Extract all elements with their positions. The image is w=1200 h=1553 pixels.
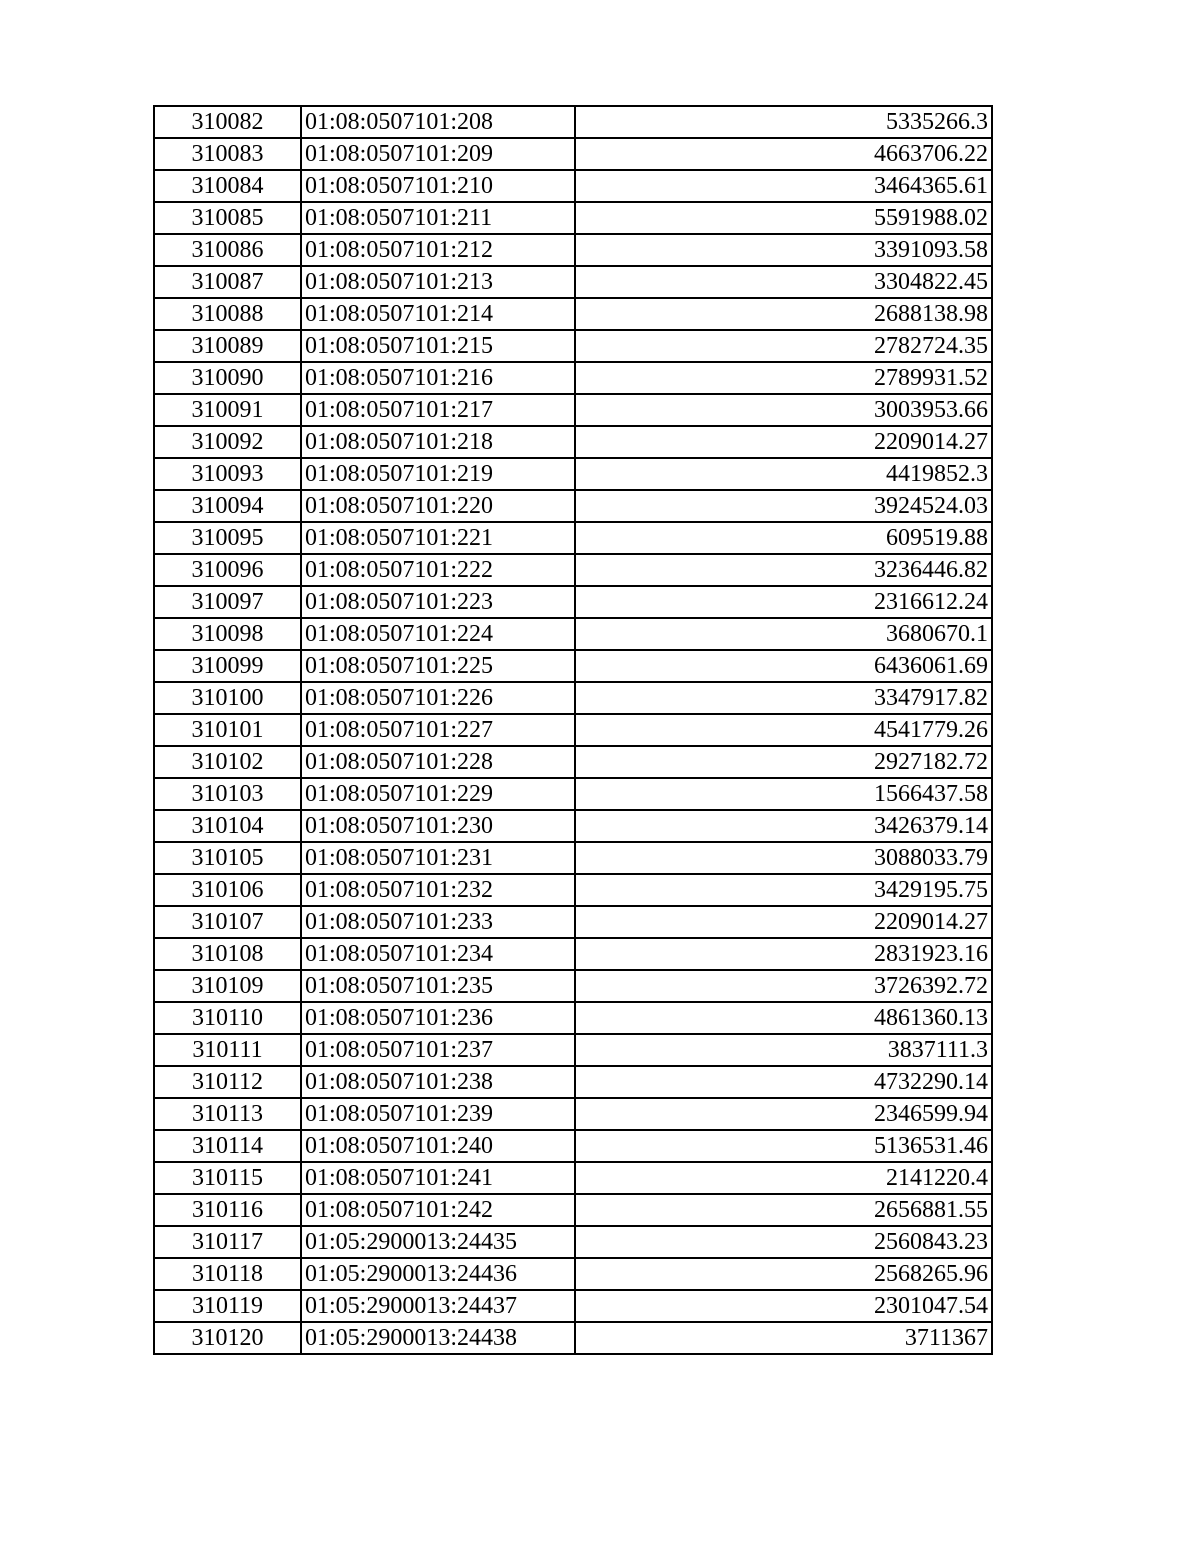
table-row xyxy=(154,298,992,330)
id-cell: 310105 xyxy=(154,842,301,874)
value-cell: 3304822.45 xyxy=(575,266,992,298)
cadastral-code-cell: 01:08:0507101:213 xyxy=(301,266,575,298)
table-row xyxy=(154,202,992,234)
cadastral-code-cell: 01:05:2900013:24437 xyxy=(301,1290,575,1322)
table-row xyxy=(154,458,992,490)
id-cell: 310084 xyxy=(154,170,301,202)
id-cell: 310116 xyxy=(154,1194,301,1226)
cadastral-code-cell: 01:08:0507101:225 xyxy=(301,650,575,682)
value-cell: 2316612.24 xyxy=(575,586,992,618)
value-cell: 2560843.23 xyxy=(575,1226,992,1258)
id-cell: 310099 xyxy=(154,650,301,682)
value-cell: 3429195.75 xyxy=(575,874,992,906)
id-cell: 310090 xyxy=(154,362,301,394)
cadastral-code-cell: 01:08:0507101:217 xyxy=(301,394,575,426)
table-row xyxy=(154,586,992,618)
table-row xyxy=(154,138,992,170)
value-cell: 4419852.3 xyxy=(575,458,992,490)
id-cell: 310085 xyxy=(154,202,301,234)
cadastral-code-cell: 01:08:0507101:212 xyxy=(301,234,575,266)
id-cell: 310112 xyxy=(154,1066,301,1098)
cadastral-code-cell: 01:08:0507101:227 xyxy=(301,714,575,746)
value-cell: 2782724.35 xyxy=(575,330,992,362)
value-cell: 4861360.13 xyxy=(575,1002,992,1034)
cadastral-code-cell: 01:08:0507101:235 xyxy=(301,970,575,1002)
table-row xyxy=(154,746,992,778)
table-row xyxy=(154,906,992,938)
value-cell: 2301047.54 xyxy=(575,1290,992,1322)
table-row xyxy=(154,1098,992,1130)
cadastral-code-cell: 01:08:0507101:223 xyxy=(301,586,575,618)
value-cell: 2927182.72 xyxy=(575,746,992,778)
id-cell: 310101 xyxy=(154,714,301,746)
data-table xyxy=(153,105,993,1355)
cadastral-code-cell: 01:08:0507101:222 xyxy=(301,554,575,586)
value-cell: 2789931.52 xyxy=(575,362,992,394)
table-row xyxy=(154,330,992,362)
value-cell: 5335266.3 xyxy=(575,106,992,138)
table-row xyxy=(154,810,992,842)
cadastral-code-cell: 01:08:0507101:220 xyxy=(301,490,575,522)
id-cell: 310093 xyxy=(154,458,301,490)
cadastral-code-cell: 01:05:2900013:24435 xyxy=(301,1226,575,1258)
id-cell: 310086 xyxy=(154,234,301,266)
table-row xyxy=(154,394,992,426)
id-cell: 310082 xyxy=(154,106,301,138)
id-cell: 310095 xyxy=(154,522,301,554)
id-cell: 310106 xyxy=(154,874,301,906)
table-row xyxy=(154,170,992,202)
value-cell: 5136531.46 xyxy=(575,1130,992,1162)
id-cell: 310092 xyxy=(154,426,301,458)
table-row xyxy=(154,362,992,394)
value-cell: 6436061.69 xyxy=(575,650,992,682)
value-cell: 1566437.58 xyxy=(575,778,992,810)
cadastral-code-cell: 01:08:0507101:211 xyxy=(301,202,575,234)
value-cell: 2209014.27 xyxy=(575,426,992,458)
cadastral-code-cell: 01:08:0507101:218 xyxy=(301,426,575,458)
value-cell: 4732290.14 xyxy=(575,1066,992,1098)
value-cell: 609519.88 xyxy=(575,522,992,554)
value-cell: 3711367 xyxy=(575,1322,992,1354)
table-row xyxy=(154,778,992,810)
id-cell: 310088 xyxy=(154,298,301,330)
id-cell: 310114 xyxy=(154,1130,301,1162)
value-cell: 3003953.66 xyxy=(575,394,992,426)
value-cell: 3391093.58 xyxy=(575,234,992,266)
cadastral-code-cell: 01:08:0507101:219 xyxy=(301,458,575,490)
id-cell: 310111 xyxy=(154,1034,301,1066)
cadastral-code-cell: 01:08:0507101:215 xyxy=(301,330,575,362)
value-cell: 2346599.94 xyxy=(575,1098,992,1130)
value-cell: 3924524.03 xyxy=(575,490,992,522)
id-cell: 310119 xyxy=(154,1290,301,1322)
value-cell: 3464365.61 xyxy=(575,170,992,202)
value-cell: 2568265.96 xyxy=(575,1258,992,1290)
table-row xyxy=(154,1066,992,1098)
value-cell: 2688138.98 xyxy=(575,298,992,330)
cadastral-code-cell: 01:08:0507101:224 xyxy=(301,618,575,650)
value-cell: 3088033.79 xyxy=(575,842,992,874)
id-cell: 310089 xyxy=(154,330,301,362)
value-cell: 2831923.16 xyxy=(575,938,992,970)
table-row xyxy=(154,618,992,650)
table-body xyxy=(154,106,992,1354)
cadastral-code-cell: 01:08:0507101:236 xyxy=(301,1002,575,1034)
id-cell: 310097 xyxy=(154,586,301,618)
cadastral-code-cell: 01:08:0507101:234 xyxy=(301,938,575,970)
cadastral-code-cell: 01:08:0507101:237 xyxy=(301,1034,575,1066)
table-row xyxy=(154,426,992,458)
value-cell: 4541779.26 xyxy=(575,714,992,746)
id-cell: 310094 xyxy=(154,490,301,522)
table-row xyxy=(154,650,992,682)
table-row xyxy=(154,554,992,586)
cadastral-code-cell: 01:08:0507101:214 xyxy=(301,298,575,330)
cadastral-code-cell: 01:08:0507101:210 xyxy=(301,170,575,202)
cadastral-code-cell: 01:08:0507101:226 xyxy=(301,682,575,714)
value-cell: 3236446.82 xyxy=(575,554,992,586)
id-cell: 310110 xyxy=(154,1002,301,1034)
table-row xyxy=(154,970,992,1002)
table-row xyxy=(154,1162,992,1194)
cadastral-code-cell: 01:08:0507101:216 xyxy=(301,362,575,394)
value-cell: 3726392.72 xyxy=(575,970,992,1002)
table-row xyxy=(154,106,992,138)
id-cell: 310083 xyxy=(154,138,301,170)
cadastral-code-cell: 01:08:0507101:232 xyxy=(301,874,575,906)
id-cell: 310107 xyxy=(154,906,301,938)
cadastral-code-cell: 01:08:0507101:230 xyxy=(301,810,575,842)
id-cell: 310100 xyxy=(154,682,301,714)
table-row xyxy=(154,1258,992,1290)
cadastral-code-cell: 01:08:0507101:239 xyxy=(301,1098,575,1130)
id-cell: 310108 xyxy=(154,938,301,970)
value-cell: 2656881.55 xyxy=(575,1194,992,1226)
value-cell: 2209014.27 xyxy=(575,906,992,938)
cadastral-code-cell: 01:08:0507101:228 xyxy=(301,746,575,778)
table-row xyxy=(154,490,992,522)
id-cell: 310104 xyxy=(154,810,301,842)
id-cell: 310115 xyxy=(154,1162,301,1194)
cadastral-code-cell: 01:08:0507101:241 xyxy=(301,1162,575,1194)
cadastral-code-cell: 01:05:2900013:24436 xyxy=(301,1258,575,1290)
table-row xyxy=(154,1002,992,1034)
id-cell: 310098 xyxy=(154,618,301,650)
table-row xyxy=(154,682,992,714)
table-row xyxy=(154,1130,992,1162)
cadastral-code-cell: 01:08:0507101:209 xyxy=(301,138,575,170)
table-row xyxy=(154,1194,992,1226)
value-cell: 3680670.1 xyxy=(575,618,992,650)
id-cell: 310103 xyxy=(154,778,301,810)
value-cell: 5591988.02 xyxy=(575,202,992,234)
id-cell: 310120 xyxy=(154,1322,301,1354)
value-cell: 3837111.3 xyxy=(575,1034,992,1066)
id-cell: 310102 xyxy=(154,746,301,778)
value-cell: 4663706.22 xyxy=(575,138,992,170)
cadastral-code-cell: 01:05:2900013:24438 xyxy=(301,1322,575,1354)
table-row xyxy=(154,522,992,554)
table-row xyxy=(154,1034,992,1066)
table-row xyxy=(154,714,992,746)
cadastral-code-cell: 01:08:0507101:208 xyxy=(301,106,575,138)
value-cell: 3347917.82 xyxy=(575,682,992,714)
table-row xyxy=(154,1290,992,1322)
value-cell: 2141220.4 xyxy=(575,1162,992,1194)
cadastral-code-cell: 01:08:0507101:240 xyxy=(301,1130,575,1162)
id-cell: 310109 xyxy=(154,970,301,1002)
cadastral-code-cell: 01:08:0507101:231 xyxy=(301,842,575,874)
id-cell: 310096 xyxy=(154,554,301,586)
table-row xyxy=(154,1226,992,1258)
cadastral-code-cell: 01:08:0507101:221 xyxy=(301,522,575,554)
value-cell: 3426379.14 xyxy=(575,810,992,842)
table-row xyxy=(154,1322,992,1354)
cadastral-code-cell: 01:08:0507101:242 xyxy=(301,1194,575,1226)
table-row xyxy=(154,234,992,266)
id-cell: 310117 xyxy=(154,1226,301,1258)
id-cell: 310091 xyxy=(154,394,301,426)
cadastral-code-cell: 01:08:0507101:229 xyxy=(301,778,575,810)
id-cell: 310113 xyxy=(154,1098,301,1130)
id-cell: 310118 xyxy=(154,1258,301,1290)
table-row xyxy=(154,266,992,298)
id-cell: 310087 xyxy=(154,266,301,298)
table-row xyxy=(154,842,992,874)
table-row xyxy=(154,874,992,906)
table-row xyxy=(154,938,992,970)
cadastral-code-cell: 01:08:0507101:233 xyxy=(301,906,575,938)
cadastral-code-cell: 01:08:0507101:238 xyxy=(301,1066,575,1098)
